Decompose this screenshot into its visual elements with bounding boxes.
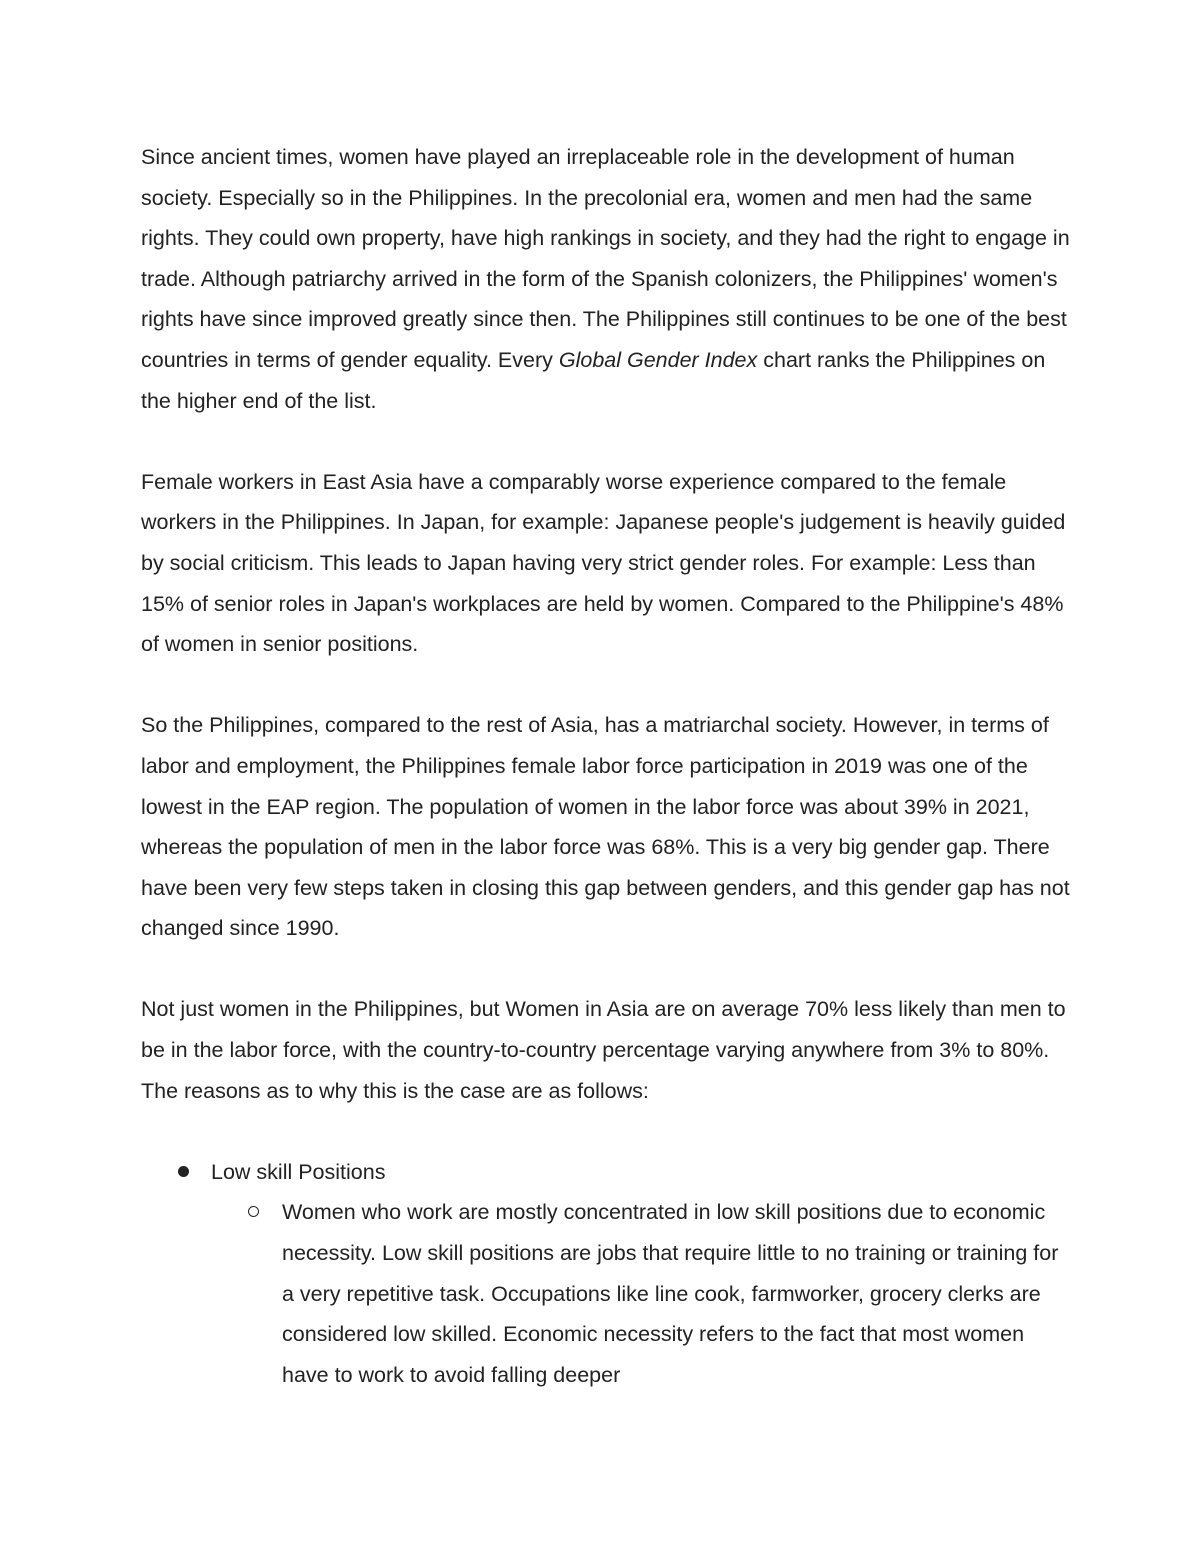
document-body bbox=[141, 137, 1071, 1395]
list-item-label: Low skill Positions bbox=[211, 1159, 386, 1184]
sublist-item-low-skill-detail bbox=[141, 1192, 1071, 1395]
paragraph-labor-force: So the Philippines, compared to the rest of Asia, has a matriarchal society. However, in terms of labor and employment, the Philippines female labor force participation in 2019 was one of the lowest in the EAP region. The population of women in the labor force was about 39% in 2021, whereas the population of men in the labor force was 68%. This is a very big gender gap. There have been very few steps taken in closing this gap between genders, and this gender gap has not changed since 1990. bbox=[141, 713, 1070, 941]
paragraph-intro-text-end: chart ranks the Philippines on the higher end of the list. bbox=[141, 347, 1046, 413]
list-item-low-skill bbox=[141, 1152, 1071, 1193]
filled-bullet-icon bbox=[178, 1166, 189, 1177]
sublist-item-text: Women who work are mostly concentrated in low skill positions due to economic necessity. Low skill positions are jobs that require little to no training or training for a very repetitive task. Occupations like line cook, farmworker, grocery clerks are considered low skilled. Economic necessity refers to the fact that most women have to work to avoid falling deeper bbox=[282, 1200, 1059, 1387]
paragraph-intro-text: Since ancient times, women have played an irreplaceable role in the development of human society. Especially so in the Philippines. In the precolonial era, women and men had the same rights. They could own property, have high rankings in society, and they had the right to engage in trade. Although patriarchy arrived in the form of the Spanish colonizers, the Philippines' women's rights have since improved greatly since then. The Philippines still continues to be one of the best countries in terms of gender equality. Every bbox=[141, 145, 1070, 372]
paragraph-intro bbox=[141, 137, 1071, 421]
hollow-bullet-icon bbox=[248, 1206, 259, 1217]
paragraph-east-asia: Female workers in East Asia have a comparably worse experience compared to the female workers in the Philippines. In Japan, for example: Japanese people's judgement is heavily guided by social criticism. This leads to Japan having very strict gender roles. For example: Less than 15% of senior roles in Japan's workplaces are held by women. Compared to the Philippine's 48% of women in senior positions. bbox=[141, 469, 1066, 657]
paragraph-asia-average: Not just women in the Philippines, but Women in Asia are on average 70% less likely than men to be in the labor force, with the country-to-country percentage varying anywhere from 3% to 80%. The reasons as to why this is the case are as follows: bbox=[141, 997, 1066, 1103]
global-gender-index-title: Global Gender Index bbox=[558, 347, 758, 372]
